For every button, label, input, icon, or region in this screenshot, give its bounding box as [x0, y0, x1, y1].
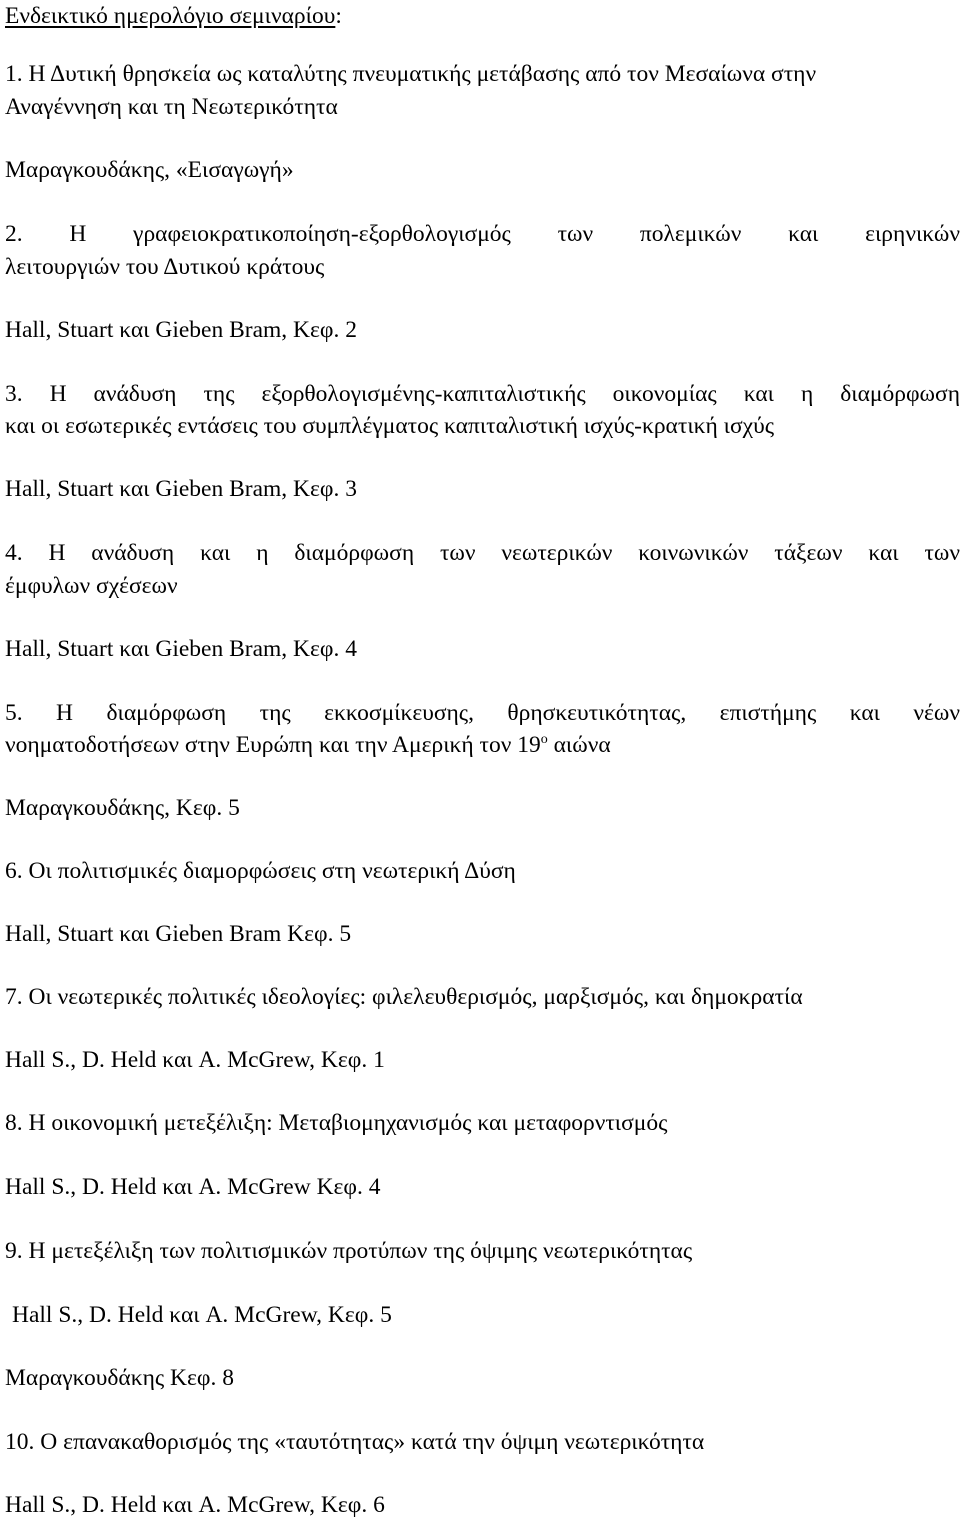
seminar-item-2-reference: Hall, Stuart και Gieben Bram, Κεφ. 2 [5, 317, 357, 343]
seminar-item-1-heading-line-2: Αναγέννηση και τη Νεωτερικότητα [5, 94, 338, 120]
seminar-item-2-heading-line-1: 2. Η γραφειοκρατικοποίηση-εξορθολογισμός των πολεμικών και ειρηνικών [5, 221, 960, 247]
seminar-item-10-reference: Hall S., D. Held και A. McGrew, Κεφ. 6 [5, 1492, 385, 1518]
seminar-item-9-heading-line-1: 9. Η μετεξέλιξη των πολιτισμικών προτύπων της όψιμης νεωτερικότητας [5, 1238, 693, 1264]
seminar-item-5-reference: Μαραγκουδάκης, Κεφ. 5 [5, 795, 240, 821]
seminar-item-5-heading-line-2-tail: αιώνα [547, 732, 611, 758]
seminar-item-9-reference-1: Hall S., D. Held και A. McGrew, Κεφ. 5 [12, 1302, 392, 1328]
seminar-item-1-heading-line-1: 1. Η Δυτική θρησκεία ως καταλύτης πνευματικής μετάβασης από τον Μεσαίωνα στην [5, 61, 817, 87]
seminar-item-3-heading-line-1: 3. Η ανάδυση της εξορθολογισμένης-καπιταλιστικής οικονομίας και η διαμόρφωση [5, 381, 960, 407]
seminar-item-6-reference: Hall, Stuart και Gieben Bram Κεφ. 5 [5, 921, 352, 947]
seminar-item-5-heading-line-2 [5, 729, 960, 761]
seminar-item-5-heading-line-1: 5. Η διαμόρφωση της εκκοσμίκευσης, θρησκευτικότητας, επιστήμης και νέων [5, 700, 960, 726]
seminar-item-9-reference-2: Μαραγκουδάκης Κεφ. 8 [5, 1365, 234, 1391]
page-title [5, 0, 960, 32]
seminar-item-6-heading-line-1: 6. Οι πολιτισμικές διαμορφώσεις στη νεωτερική Δύση [5, 858, 516, 884]
seminar-item-3-heading-line-2: και οι εσωτερικές εντάσεις του συμπλέγματος καπιταλιστική ισχύς-κρατική ισχύς [5, 413, 775, 439]
seminar-item-4-heading-line-2: έμφυλων σχέσεων [5, 573, 178, 599]
seminar-item-1-reference: Μαραγκουδάκης, «Εισαγωγή» [5, 157, 294, 183]
seminar-item-8-reference: Hall S., D. Held και A. McGrew Κεφ. 4 [5, 1174, 381, 1200]
page-title-colon: : [335, 3, 342, 29]
seminar-item-3-reference: Hall, Stuart και Gieben Bram, Κεφ. 3 [5, 476, 357, 502]
seminar-item-4-reference: Hall, Stuart και Gieben Bram, Κεφ. 4 [5, 636, 357, 662]
seminar-item-2-heading-line-2: λειτουργιών του Δυτικού κράτους [5, 254, 325, 280]
seminar-item-7-heading-line-1: 7. Οι νεωτερικές πολιτικές ιδεολογίες: φιλελευθερισμός, μαρξισμός, και δημοκρατία [5, 984, 803, 1010]
seminar-item-8-heading-line-1: 8. Η οικονομική μετεξέλιξη: Μεταβιομηχανισμός και μεταφορντισμός [5, 1110, 668, 1136]
seminar-item-7-reference: Hall S., D. Held και A. McGrew, Κεφ. 1 [5, 1047, 385, 1073]
ordinal-superscript: ο [540, 732, 548, 747]
seminar-item-4-heading-line-1: 4. Η ανάδυση και η διαμόρφωση των νεωτερικών κοινωνικών τάξεων και των [5, 540, 960, 566]
seminar-item-5-heading-line-2-text: νοηματοδοτήσεων στην Ευρώπη και την Αμερική τον 19 [5, 732, 541, 758]
page-title-text: Ενδεικτικό ημερολόγιο σεμιναρίου [5, 3, 336, 29]
seminar-item-10-heading-line-1: 10. Ο επανακαθορισμός της «ταυτότητας» κατά την όψιμη νεωτερικότητα [5, 1429, 705, 1455]
